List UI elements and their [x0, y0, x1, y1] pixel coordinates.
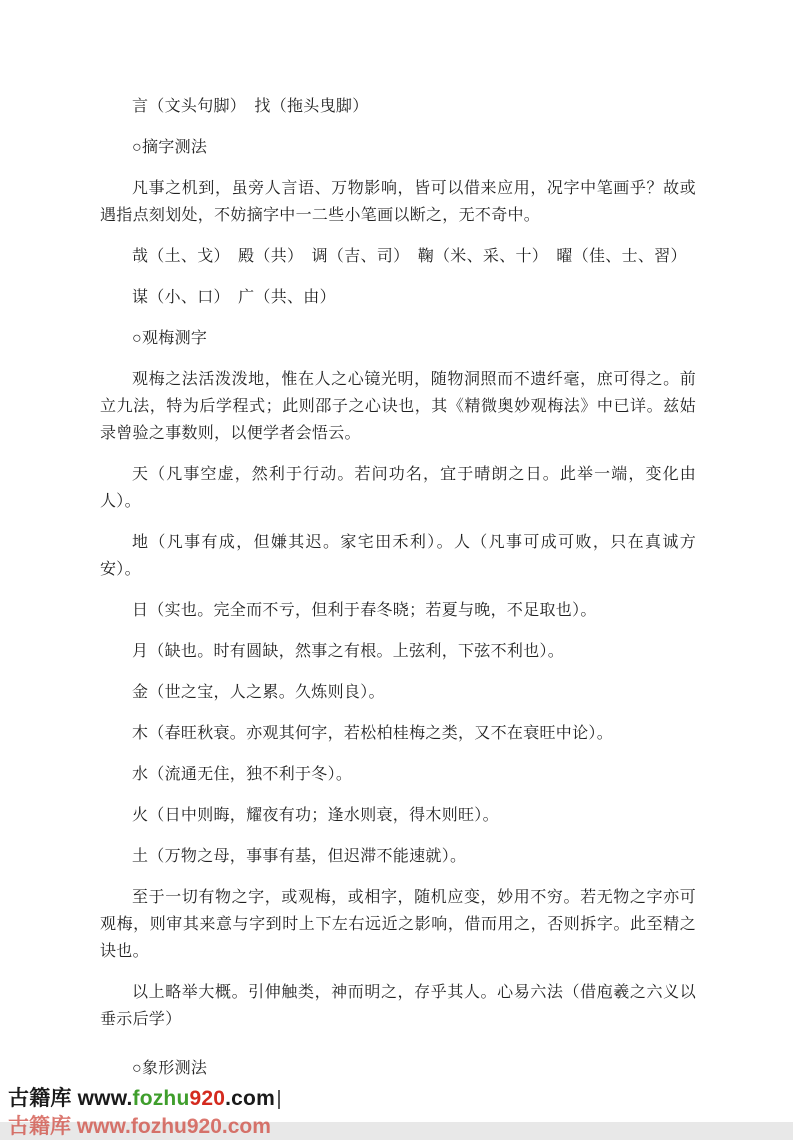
paragraph: 观梅之法活泼泼地，惟在人之心镜光明，随物洞照而不遗纤毫，庶可得之。前立九法，特为后学程式；此则邵子之心诀也，其《精微奥妙观梅法》中已详。兹姑录曾验之事数则，以便学者会悟云。 [100, 371, 696, 442]
paragraph: 水（流通无住，独不利于冬）。 [132, 766, 353, 783]
site-watermark [8, 1086, 280, 1112]
paragraph: 天（凡事空虚，然利于行动。若问功名，宜于晴朗之日。此举一端，变化由人）。 [100, 466, 696, 510]
paragraph: 以上略举大概。引伸触类，神而明之，存乎其人。心易六法（借庖羲之六义以垂示后学） [100, 984, 696, 1028]
paragraph: 木（春旺秋衰。亦观其何字，若松柏桂梅之类，又不在衰旺中论）。 [132, 725, 614, 742]
watermark-green: fozhu [132, 1087, 190, 1110]
watermark-prefix: 古籍库 www. [8, 1087, 133, 1110]
doc-line: 谋（小、口） 广（共、由） [132, 289, 336, 306]
doc-line: 言（文头句脚） 找（拖头曳脚） [132, 98, 369, 115]
paragraph: 凡事之机到，虽旁人言语、万物影响，皆可以借来应用，况字中笔画乎？故或遇指点刻划处，不妨摘字中一二些小笔画以断之，无不奇中。 [100, 180, 696, 224]
watermark-suffix: .com [225, 1087, 275, 1110]
paragraph: 地（凡事有成，但嫌其迟。家宅田禾利）。人（凡事可成可败，只在真诚方安）。 [100, 534, 696, 578]
section-heading: ○象形测法 [132, 1060, 208, 1077]
section-heading: ○观梅测字 [132, 330, 208, 347]
paragraph: 火（日中则晦，耀夜有功；逢水则衰，得木则旺）。 [132, 807, 499, 824]
paragraph: 至于一切有物之字，或观梅，或相字，随机应变，妙用不穷。若无物之字亦可观梅，则审其来意与字到时上下左右远近之影响，借而用之，否则拆字。此至精之诀也。 [100, 889, 696, 960]
crop-mark-line [278, 1090, 280, 1109]
clipped-watermark-row: 古籍库 www.fozhu920.com [8, 1115, 271, 1138]
text-block [100, 93, 696, 1096]
doc-line: 哉（土、戈） 殿（共） 调（吉、司） 鞠（米、采、十） 曜（佳、士、習） [132, 248, 687, 265]
paragraph: 日（实也。完全而不亏，但利于春冬晓；若夏与晚，不足取也）。 [132, 602, 597, 619]
section-heading: ○摘字测法 [132, 139, 208, 156]
paragraph: 金（世之宝，人之累。久炼则良）。 [132, 684, 385, 701]
paragraph: 土（万物之母，事事有基，但迟滞不能速就）。 [132, 848, 467, 865]
paragraph: 月（缺也。时有圆缺，然事之有根。上弦利，下弦不利也）。 [132, 643, 565, 660]
watermark-red: 920 [189, 1087, 226, 1110]
